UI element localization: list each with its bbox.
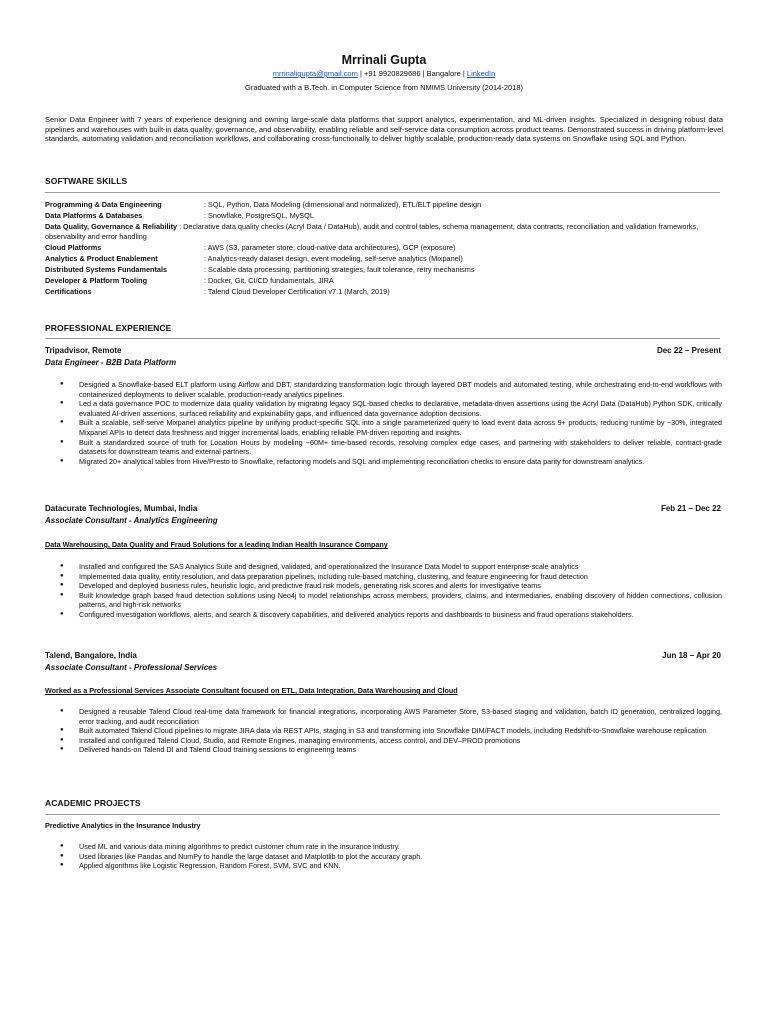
contact-line (0, 69, 768, 78)
list-item: ● Implemented data quality, entity resolution, and data preparation pipelines, including rule-based matching, clustering, and feature engineering for fraud detection (60, 572, 722, 582)
project-title: Data Warehousing, Data Quality and Fraud Solutions for a leading Indian Health Insurance Company (45, 540, 388, 549)
list-item: ● Used libraries like Pandas and NumPy to handle the large dataset and Matplotlib to plot the accuracy graph. (60, 852, 722, 862)
education-line: Graduated with a B.Tech. in Computer Science from NMIMS University (2014-2018) (244, 83, 524, 92)
skill-key: Data Platforms & Databases (45, 211, 143, 221)
list-item: ● Installed and configured the SAS Analytics Suite and designed, validated, and operationalized the Insurance Data Model to support enterprise-scale analytics (60, 562, 722, 572)
linkedin-link[interactable]: LinkedIn (466, 69, 496, 78)
skill-value: : Analytics-ready dataset design, event modeling, self-serve analytics (Mixpanel) (204, 254, 463, 264)
section-divider (45, 814, 720, 815)
skill-value: : Docker, Git, CI/CD fundamentals, JIRA (204, 276, 334, 286)
job-header (45, 346, 721, 355)
email-link[interactable]: mrrinaligupta@gmail.com (272, 69, 358, 78)
job-header (45, 504, 721, 513)
list-item: ● Built a scalable, self-serve Mixpanel analytics pipeline by unifying product-specific SQL into a single parameterized query to load event data across 9+ products, reducing runtime by ~30%, integrated Mixpanel APIs to detect data freshness and trigger incremental loads, enabling reliable PM-driven reporting and insights. (60, 418, 722, 437)
job-role: Associate Consultant - Professional Services (45, 663, 218, 672)
skill-value: : Declarative data quality checks (Acryl Data / DataHub), audit and control tables, schema management, data contracts, reconciliation and validation frameworks, observability and error handling (45, 222, 699, 241)
skill-value: : Scalable data processing, partitioning strategies, fault tolerance, retry mechanisms (204, 265, 475, 275)
experience-section-title: PROFESSIONAL EXPERIENCE (45, 323, 172, 333)
skill-key: Certifications (45, 287, 92, 297)
skill-value: : Snowflake, PostgreSQL, MySQL (204, 211, 314, 221)
list-item: ● Delivered hands-on Talend DI and Talend Cloud training sessions to engineering teams (60, 745, 722, 755)
skill-value: : Talend Cloud Developer Certification v7.1 (March, 2019) (204, 287, 390, 297)
company-name: Talend, Bangalore, India (45, 651, 137, 660)
phone-location: | +91 9920829686 | Bangalore | (357, 69, 467, 78)
academic-bullets (60, 842, 722, 871)
skill-row (45, 199, 725, 210)
job-dates: Jun 18 – Apr 20 (662, 651, 721, 660)
skill-key: Cloud Platforms (45, 243, 102, 252)
skill-key: Developer & Platform Tooling (45, 276, 148, 286)
job-role: Associate Consultant - Analytics Engineering (45, 516, 218, 525)
list-item: ● Applied algorithms like Logistic Regression, Random Forest, SVM, SVC and KNN. (60, 861, 722, 871)
skill-row (45, 253, 725, 264)
job-header (45, 651, 721, 660)
professional-summary: Senior Data Engineer with 7 years of experience designing and owning large-scale data platforms that support analytics, experimentation, and ML-driven insights. Specialized in designing robust data pipelines and warehouses with built-in data quality, governance, and observability, enabling reliable and self-service data consumption across product teams. Demonstrated success in driving platform-level standards, automating validation and reconciliation workflows, and collaborating cross-functionally to deliver highly scalable, production-ready data systems on Snowflake using SQL and Python. (45, 115, 723, 144)
skill-row (45, 242, 725, 253)
skill-row (45, 264, 725, 275)
list-item: ● Led a data governance POC to modernize data quality validation by migrating legacy SQL-based checks to declarative, metadata-driven assertions using the Acryl Data (DataHub) Python SDK, critically evaluated AI-driven assertions, surfaced reliability and explainability gaps, and influenced data governance adoption decisions. (60, 399, 722, 418)
project-title: Worked as a Professional Services Associate Consultant focused on ETL, Data Integration, Data Warehousing and Cloud (45, 686, 458, 695)
list-item: ● Used ML and various data mining algorithms to predict customer churn rate in the insurance industry. (60, 842, 722, 852)
skill-value: : SQL, Python, Data Modeling (dimensional and normalized), ETL/ELT pipeline design (204, 200, 482, 209)
job-bullets (60, 380, 722, 466)
skill-key: Data Quality, Governance & Reliability (45, 222, 178, 232)
job-dates: Feb 21 – Dec 22 (660, 504, 721, 513)
skill-row (45, 222, 725, 241)
company-name: Datacurate Technologies, Mumbai, India (45, 504, 198, 513)
list-item: ● Installed and configured Talend Cloud, Studio, and Remote Engines, managing environments, access control, and DEV–PROD promotions (60, 736, 722, 746)
academic-section-title: ACADEMIC PROJECTS (45, 798, 141, 808)
section-divider (45, 192, 720, 193)
job-bullets (60, 707, 722, 755)
skills-list (45, 199, 725, 297)
list-item: ● Designed a Snowflake-based ELT platform using Airflow and DBT, standardizing transformation logic through layered DBT models and automated testing, while orchestrating end-to-end workflows with containerized deployments to deliver scalable, production-ready analytics pipelines. (60, 380, 722, 399)
skill-row (45, 275, 725, 286)
list-item: ● Migrated 20+ analytical tables from Hive/Presto to Snowflake, refactoring models and SQL and implementing reconciliation checks to ensure data parity for downstream analytics. (60, 457, 722, 467)
job-dates: Dec 22 – Present (656, 346, 721, 355)
skill-key: Analytics & Product Enablement (45, 254, 158, 264)
academic-project-title: Predictive Analytics in the Insurance Industry (45, 821, 201, 830)
skill-value: : AWS (S3, parameter store, cloud-native data architectures), GCP (exposure) (204, 243, 456, 252)
skill-key: Distributed Systems Fundamentals (45, 265, 168, 275)
job-role: Data Engineer - B2B Data Platform (45, 358, 177, 367)
skill-row (45, 210, 725, 221)
company-name: Tripadvisor, Remote (45, 346, 122, 355)
section-divider (45, 338, 720, 339)
list-item: ● Built a standardized source of truth for Location Hours by modeling ~60M+ time-based records, resolving complex edge cases, and partnering with stakeholders to deliver reliable, contract-grade datasets for downstream teams and external partners. (60, 438, 722, 457)
skill-key: Programming & Data Engineering (45, 200, 162, 209)
job-bullets (60, 562, 722, 620)
list-item: ● Designed a reusable Talend Cloud real-time data framework for financial integrations, incorporating AWS Parameter Store, S3-based staging and validation, batch ID generation, centralized logging, error tracking, and audit reconciliation (60, 707, 722, 726)
list-item: ● Built knowledge graph based fraud detection solutions using Neo4j to model relationships across members, providers, claims, and intermediaries, enabling discovery of hidden connections, collusion patterns, and high-risk networks (60, 591, 722, 610)
skill-row (45, 286, 725, 297)
list-item: ● Developed and deployed business rules, heuristic logic, and predictive fraud risk models, generating risk scores and alerts for investigative teams (60, 581, 722, 591)
candidate-name: Mrrinali Gupta (341, 53, 427, 67)
list-item: ● Built automated Talend Cloud pipelines to migrate JIRA data via REST APIs, staging in S3 and transforming into Snowflake DIM/FACT models, including Redshift-to-Snowflake warehouse replication (60, 726, 722, 736)
skills-section-title: SOFTWARE SKILLS (45, 176, 128, 186)
list-item: ● Configured investigation workflows, alerts, and search & discovery capabilities, and delivered analytics reports and dashboards to business and fraud operations stakeholders. (60, 610, 722, 620)
